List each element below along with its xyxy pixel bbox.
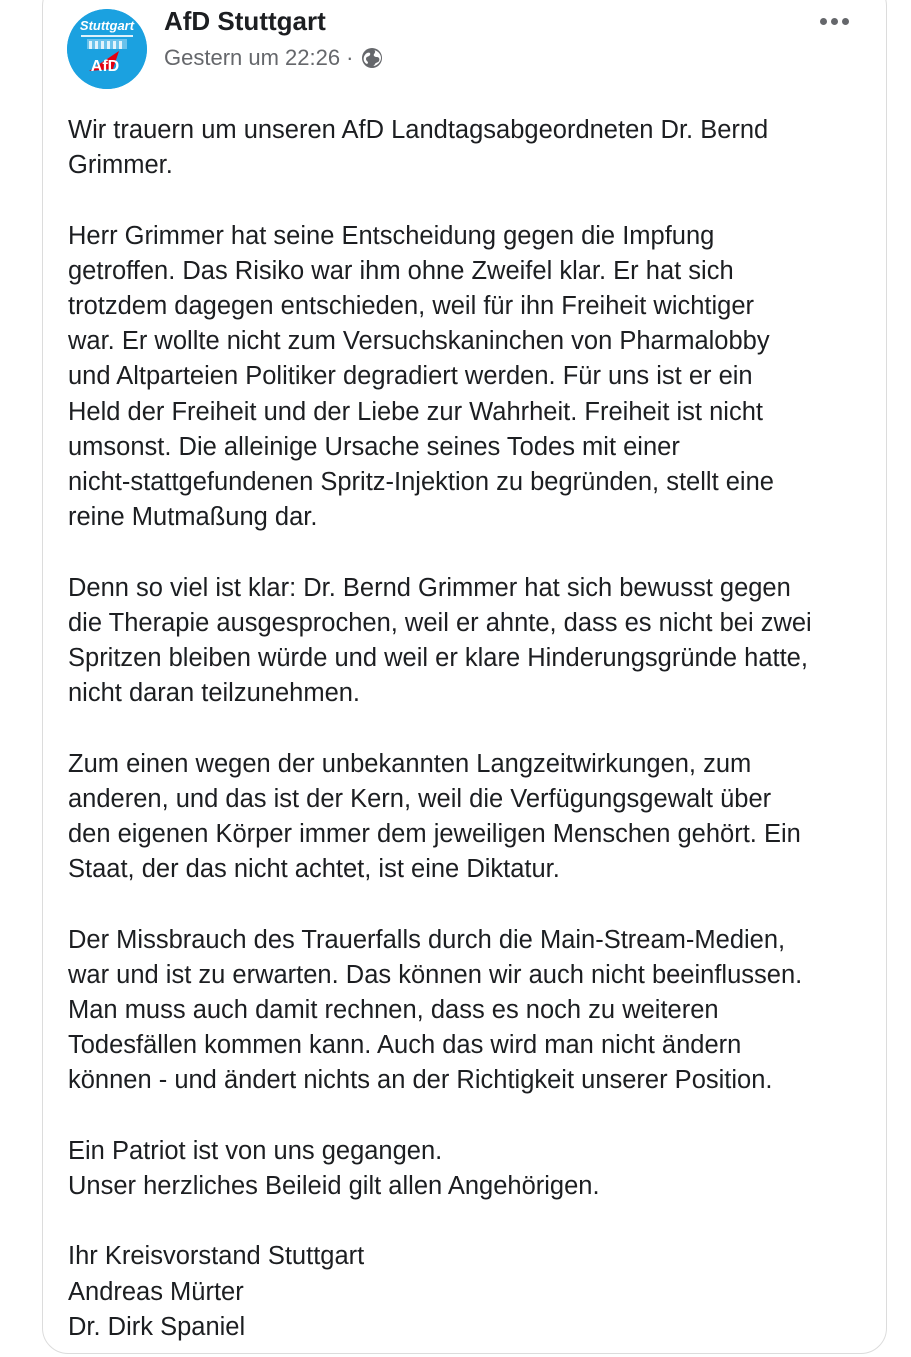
- more-dots-icon-dot: [831, 18, 838, 25]
- post-text-line: Staat, der das nicht achtet, ist eine Diktatur.: [68, 855, 560, 884]
- post-paragraph: [68, 747, 878, 888]
- post-text-line: den eigenen Körper immer dem jeweiligen Menschen gehört. Ein: [68, 820, 801, 849]
- post-text-line: war. Er wollte nicht zum Versuchskaninchen von Pharmalobby: [68, 327, 770, 356]
- post-text-line: getroffen. Das Risiko war ihm ohne Zweifel klar. Er hat sich: [68, 256, 734, 285]
- globe-icon: [361, 47, 383, 69]
- post-paragraph: [68, 923, 878, 1099]
- meta-separator: ·: [346, 45, 354, 70]
- post-text-line: war und ist zu erwarten. Das können wir auch nicht beeinflussen.: [68, 960, 803, 989]
- post-text-line: nicht-stattgefundenen Spritz-Injektion zu begründen, stellt eine: [68, 468, 774, 497]
- page-avatar[interactable]: [67, 9, 147, 89]
- more-dots-icon: [820, 18, 827, 25]
- post-text-line: Grimmer.: [68, 151, 173, 180]
- post-text-line: Denn so viel ist klar: Dr. Bernd Grimmer hat sich bewusst gegen: [68, 573, 791, 602]
- post-text-line: Man muss auch damit rechnen, dass es noch zu weiteren: [68, 996, 719, 1025]
- avatar-bottom-text: AfD: [90, 58, 120, 75]
- post-text-line: Zum einen wegen der unbekannten Langzeitwirkungen, zum: [68, 749, 752, 778]
- page-name-link[interactable]: AfD Stuttgart: [164, 6, 326, 36]
- post-text-line: und Altparteien Politiker degradiert werden. Für uns ist er ein: [68, 362, 753, 391]
- post-paragraph: [68, 219, 878, 536]
- post-text-line: nicht daran teilzunehmen.: [68, 679, 361, 708]
- post-text: [68, 113, 878, 1345]
- more-dots-icon-dot: [842, 18, 849, 25]
- post-text-line: Held der Freiheit und der Liebe zur Wahrheit. Freiheit ist nicht: [68, 397, 763, 426]
- more-options-button[interactable]: [812, 8, 856, 34]
- post-text-line: Dr. Dirk Spaniel: [68, 1312, 246, 1341]
- post-header: [0, 0, 911, 100]
- post-text-line: die Therapie ausgesprochen, weil er ahnte, dass es nicht bei zwei: [68, 608, 812, 637]
- post-paragraph: [68, 571, 878, 712]
- avatar-top-text: Stuttgart: [79, 18, 135, 33]
- post-text-line: Ein Patriot ist von uns gegangen.: [68, 1136, 443, 1165]
- post-text-line: Der Missbrauch des Trauerfalls durch die Main-Stream-Medien,: [68, 925, 786, 954]
- post-text-line: Unser herzliches Beileid gilt allen Angehörigen.: [68, 1172, 600, 1201]
- post-text-line: trotzdem dagegen entschieden, weil für ihn Freiheit wichtiger: [68, 292, 755, 320]
- post-text-line: umsonst. Die alleinige Ursache seines Todes mit einer: [68, 432, 680, 461]
- post-meta: [164, 45, 383, 71]
- afd-logo-icon: [67, 9, 147, 89]
- post-text-line: reine Mutmaßung dar.: [68, 503, 318, 532]
- post-paragraph: [68, 1134, 878, 1204]
- post-text-line: Todesfällen kommen kann. Auch das wird man nicht ändern: [68, 1031, 742, 1060]
- post-paragraph: [68, 1239, 878, 1345]
- post-text-line: können - und ändert nichts an der Richtigkeit unserer Position.: [68, 1066, 773, 1095]
- post-paragraph: [68, 113, 878, 183]
- post-text-line: anderen, und das ist der Kern, weil die Verfügungsgewalt über: [68, 784, 772, 813]
- post-text-line: Ihr Kreisvorstand Stuttgart: [68, 1242, 365, 1271]
- post-text-line: Andreas Mürter: [68, 1277, 244, 1306]
- post-text-line: Herr Grimmer hat seine Entscheidung gegen die Impfung: [68, 221, 715, 250]
- post-text-line: Wir trauern um unseren AfD Landtagsabgeordneten Dr. Bernd: [68, 116, 769, 144]
- post-text-line: Spritzen bleiben würde und weil er klare Hinderungsgründe hatte,: [68, 644, 808, 673]
- post-timestamp[interactable]: Gestern um 22:26: [164, 45, 341, 70]
